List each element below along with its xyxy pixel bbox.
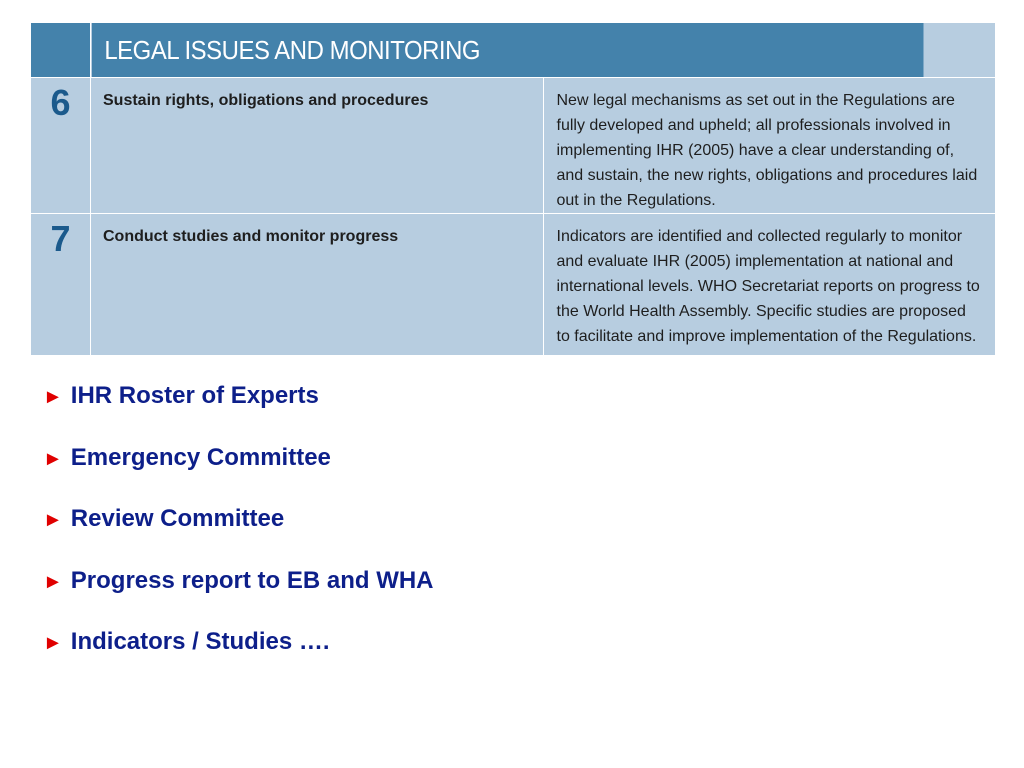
bullet-text: Review Committee (70, 505, 285, 532)
list-item (43, 380, 434, 442)
table-row (31, 78, 996, 214)
row-name: Sustain rights, obligations and procedures (91, 78, 544, 214)
bullet-arrow-icon: ► (43, 386, 63, 408)
bullet-text: Emergency Committee (70, 443, 331, 471)
bullet-arrow-icon: ► (43, 509, 63, 531)
bullet-text: IHR Roster of Experts (70, 382, 319, 409)
row-number: 6 (31, 78, 91, 214)
legal-issues-table-container (30, 22, 996, 345)
table-header-row (31, 23, 996, 78)
bullet-list (43, 380, 434, 688)
row-number: 7 (31, 214, 91, 356)
bullet-arrow-icon: ► (43, 570, 63, 593)
list-item (43, 565, 434, 627)
list-item (43, 626, 434, 688)
bullet-arrow-icon: ► (43, 632, 63, 654)
row-name: Conduct studies and monitor progress (91, 214, 544, 356)
bullet-arrow-icon: ► (43, 447, 63, 470)
table-row (31, 214, 996, 356)
row-description: New legal mechanisms as set out in the Regulations are fully developed and upheld; all professionals involved in implementing IHR (2005) have a clear understanding of, and sustain, the new rights, obligations and procedures laid out in the Regulations. (543, 78, 996, 214)
list-item (43, 503, 434, 565)
bullet-text: Progress report to EB and WHA (70, 566, 434, 594)
row-description: Indicators are identified and collected regularly to monitor and evaluate IHR (2005) implementation at national and international levels. WHO Secretariat reports on progress to the World Health Assembly. Specific studies are proposed to facilitate and improve implementation of the Regulations. (543, 214, 996, 356)
header-number-cell (31, 23, 91, 78)
bullet-text: Indicators / Studies …. (70, 628, 330, 655)
list-item (43, 442, 434, 504)
table-header-title: LEGAL ISSUES AND MONITORING (91, 23, 924, 78)
legal-issues-table (30, 22, 996, 356)
